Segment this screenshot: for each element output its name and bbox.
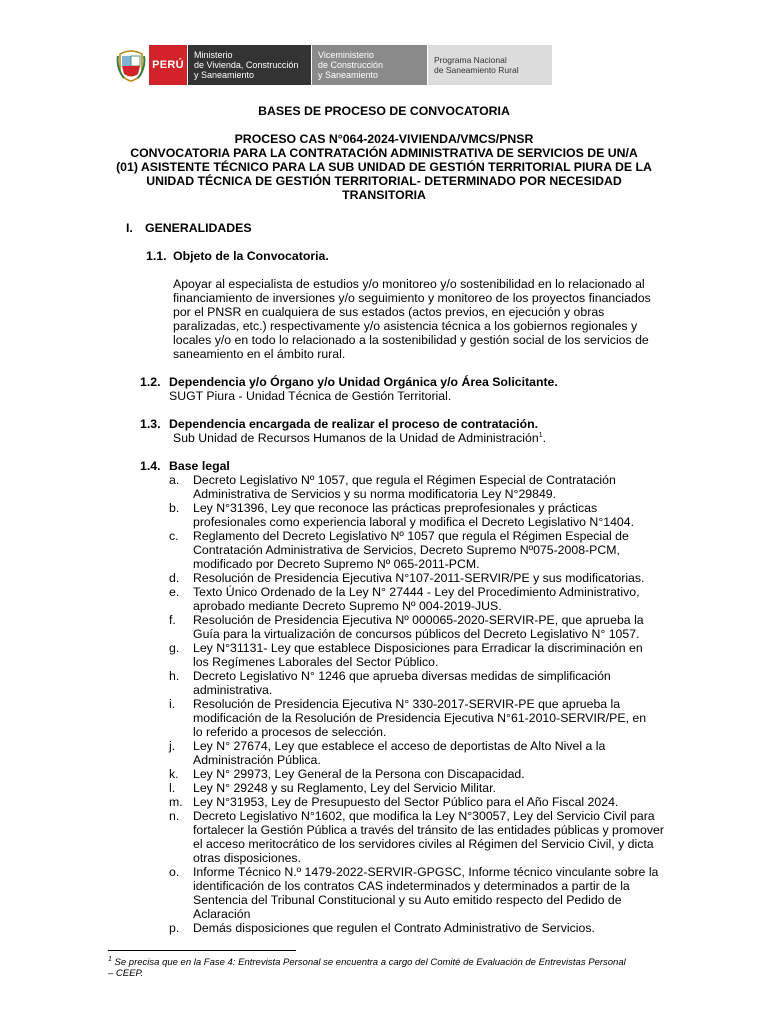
objective-line: saneamiento en el ámbito rural. (173, 347, 346, 361)
subsection-title: Objeto de la Convocatoria. (173, 249, 329, 263)
list-item-line: modificación de la Resolución de Presidencia Ejecutiva N°61-2010-SERVIR/PE, en (193, 711, 647, 725)
footnote: $^1$ Se precisa que en la Fase 4: Entrevista Personal se encuentra a cargo del Comité de Evaluación de Entrevistas Personal – CEEP. (108, 955, 626, 979)
objective-line: financiamiento de inversiones y/o seguimiento y monitoreo de los proyectos financiados (173, 291, 651, 305)
subsection-number: 1.2. (140, 375, 161, 389)
list-item-line: modificado por Decreto Supremo Nº 065-2011-PCM. (193, 557, 480, 571)
list-item-line: Demás disposiciones que regulen el Contrato Administrativo de Servicios. (193, 921, 595, 935)
list-item-letter: l. (169, 781, 176, 795)
list-item-letter: d. (169, 571, 180, 585)
list-item-line: Ley N° 29973, Ley General de la Persona con Discapacidad. (193, 767, 525, 781)
requesting-unit: SUGT Piura - Unidad Técnica de Gestión Territorial. (169, 389, 452, 403)
list-item-line: administrativa. (193, 683, 273, 697)
list-item-line: Ley N° 27674, Ley que establece el acceso de deportistas de Alto Nivel a la (193, 739, 606, 753)
subsection-number: 1.3. (140, 417, 161, 431)
list-item-line: Administración Pública. (193, 753, 321, 767)
list-item-line: Ley N°31953, Ley de Presupuesto del Sector Público para el Año Fiscal 2024. (193, 795, 619, 809)
list-item-line: profesionales como experiencia laboral y modifica el Decreto Legislativo N°1404. (193, 515, 635, 529)
list-item-line: Informe Técnico N.º 1479-2022-SERVIR-GPGSC, Informe técnico vinculante sobre la (193, 865, 659, 879)
list-item-letter: p. (169, 921, 180, 935)
list-item-line: otras disposiciones. (193, 851, 301, 865)
list-item-line: los Regímenes Laborales del Sector Público. (193, 655, 439, 669)
contracting-unit: Sub Unidad de Recursos Humanos de la Unidad de Administración$^1$. (173, 431, 547, 445)
list-item-line: lo referido a procesos de selección. (193, 725, 387, 739)
subsection-title: Base legal (169, 459, 230, 473)
list-item-line: Ley N°31396, Ley que reconoce las prácticas preprofesionales y prácticas (193, 501, 598, 515)
list-item-line: Sentencia del Tribunal Constitucional y su Auto emitido respecto del Pedido de (193, 893, 622, 907)
peru-label: PERÚ (149, 45, 187, 85)
subsection-number: 1.1. (146, 249, 167, 263)
list-item-line: Decreto Legislativo N°1602, que modifica la Ley N°30057, Ley del Servicio Civil para (193, 809, 655, 823)
vice-ministry-label: Viceministerio de Construcción y Saneamiento (311, 45, 427, 85)
list-item-letter: h. (169, 669, 180, 683)
list-item-line: Texto Único Ordenado de la Ley N° 27444 - Ley del Procedimiento Administrativo, (193, 585, 640, 599)
subsection-title: Dependencia y/o Órgano y/o Unidad Orgánica y/o Área Solicitante. (169, 375, 558, 389)
list-item-line: Resolución de Presidencia Ejecutiva N° 330-2017-SERVIR-PE que aprueba la (193, 697, 621, 711)
list-item-line: Guía para la virtualización de concursos públicos del Decreto Legislativo N° 1057. (193, 627, 640, 641)
subtitle-line: (01) ASISTENTE TÉCNICO PARA LA SUB UNIDAD DE GESTIÓN TERRITORIAL PIURA DE LA (116, 160, 652, 174)
objective-line: Apoyar al especialista de estudios y/o monitoreo y/o sostenibilidad en lo relacionado al (173, 277, 645, 291)
list-item-letter: n. (169, 809, 180, 823)
list-item-line: fortalecer la Gestión Pública a través del tránsito de las entidades públicas y promover (193, 823, 664, 837)
list-item-letter: i. (169, 697, 176, 711)
section-heading: GENERALIDADES (145, 221, 252, 235)
list-item-line: Ley N° 29248 y su Reglamento, Ley del Servicio Militar. (193, 781, 496, 795)
footnote-ref: 1 (538, 431, 543, 439)
coat-of-arms-icon (113, 45, 149, 85)
process-code: PROCESO CAS N°064-2024-VIVIENDA/VMCS/PNSR (234, 132, 534, 146)
objective-line: paralizadas, etc.) respectivamente y/o asistencia técnica a los gobiernos regionales y (173, 319, 638, 333)
list-item-line: Decreto Legislativo N° 1246 que aprueba diversas medidas de simplificación (193, 669, 611, 683)
subtitle-line: CONVOCATORIA PARA LA CONTRATACIÓN ADMINISTRATIVA DE SERVICIOS DE UN/A (130, 146, 638, 160)
list-item-line: Reglamento del Decreto Legislativo Nº 1057 que regula el Régimen Especial de (193, 529, 629, 543)
list-item-letter: g. (169, 641, 180, 655)
list-item-line: Aclaración (193, 907, 251, 921)
list-item-line: identificación de los contratos CAS indeterminados y determinados a partir de la (193, 879, 630, 893)
list-item-letter: j. (169, 739, 176, 753)
list-item-line: Resolución de Presidencia Ejecutiva N°107-2011-SERVIR/PE y sus modificatorias. (193, 571, 645, 585)
subsection-number: 1.4. (140, 459, 161, 473)
list-item-line: Administrativa de Servicios y su norma modificatoria Ley N°29849. (193, 487, 557, 501)
document-title: BASES DE PROCESO DE CONVOCATORIA (258, 104, 510, 118)
subtitle-line: UNIDAD TÉCNICA DE GESTIÓN TERRITORIAL- DETERMINADO POR NECESIDAD (146, 174, 622, 188)
list-item-line: aprobado mediante Decreto Supremo Nº 004-2019-JUS. (193, 599, 502, 613)
list-item-letter: e. (169, 585, 180, 599)
list-item-line: Decreto Legislativo Nº 1057, que regula el Régimen Especial de Contratación (193, 473, 616, 487)
list-item-line: Contratación Administrativa de Servicios, Decreto Supremo Nº075-2008-PCM, (193, 543, 620, 557)
list-item-letter: c. (169, 529, 179, 543)
objective-line: por el PNSR en cualquiera de sus estados (actos previos, en ejecución y obras (173, 305, 605, 319)
program-label: Programa Nacional de Saneamiento Rural (427, 45, 552, 85)
subsection-title: Dependencia encargada de realizar el proceso de contratación. (169, 417, 539, 431)
list-item-line: Resolución de Presidencia Ejecutiva Nº 000065-2020-SERVIR-PE, que aprueba la (193, 613, 644, 627)
header-logos (113, 45, 552, 85)
objective-line: locales y/o en todo lo relacionado a la sostenibilidad y gestión social de los servicios de (173, 333, 649, 347)
subtitle-line: TRANSITORIA (342, 188, 426, 202)
footnote-divider (108, 950, 296, 951)
list-item-line: el acceso meritocrático de los servidores civiles al Régimen del Servicio Civil, y dicta (193, 837, 654, 851)
list-item-letter: b. (169, 501, 180, 515)
list-item-line: Ley N°31131- Ley que establece Disposiciones para Erradicar la discriminación en (193, 641, 643, 655)
list-item-letter: m. (169, 795, 183, 809)
list-item-letter: f. (169, 613, 176, 627)
section-number: I. (126, 221, 133, 235)
ministry-label: Ministerio de Vivienda, Construcción y Saneamiento (187, 45, 311, 85)
list-item-letter: k. (169, 767, 179, 781)
list-item-letter: a. (169, 473, 180, 487)
list-item-letter: o. (169, 865, 180, 879)
